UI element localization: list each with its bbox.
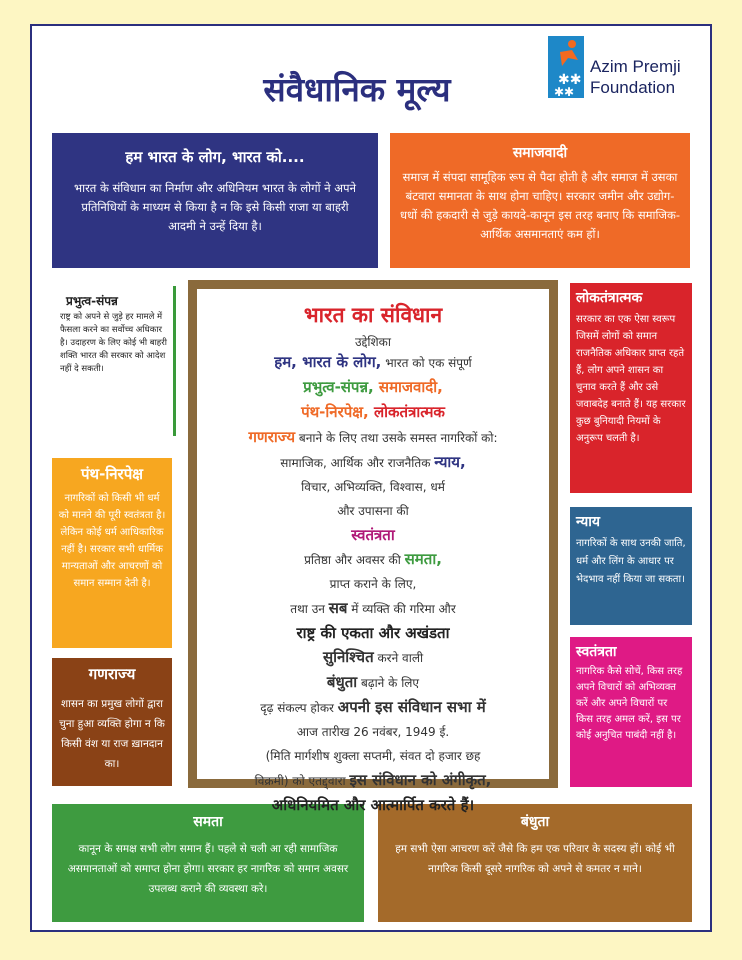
preamble-line: प्राप्त कराने के लिए, [329,577,417,591]
sovereign-heading: प्रभुत्व-संपन्न [66,294,118,308]
preamble-text: विक्रमी) को एतद्द्वारा [254,774,350,788]
preamble-line [197,400,549,425]
phrase-all: सब [328,599,348,617]
secular-text: नागरिकों को किसी भी धर्म को मानने की पूरी स्वतंत्रता है। लेकिन कोई धर्म आधिकारिक नहीं है। सरकार सभी धार्मिक मान्यताओं और आचरणों को समान सम्मान देती है। [58,493,166,589]
republic-text: शासन का प्रमुख लोगों द्वारा चुना हुआ व्यक्ति होगा न कि किसी वंश या राज ख़ानदान का। [59,698,165,770]
justice-box [570,507,692,625]
preamble-text: करने वाली [373,651,424,665]
preamble-line [197,547,549,572]
phrase-secular: पंथ-निरपेक्ष, [301,403,369,421]
preamble-line [197,645,549,670]
svg-text:✱✱: ✱✱ [554,85,575,98]
svg-text:✱✱: ✱✱ [558,72,582,88]
justice-text: नागरिकों के साथ उनकी जाति, धर्म और लिंग के आधार पर भेदभाव नहीं किया जा सकता। [576,538,686,585]
phrase-sovereign: प्रभुत्व-संपन्न, [303,378,374,396]
republic-box [52,658,172,786]
preamble-text: में व्यक्ति की गरिमा और [347,602,456,616]
phrase-enact: अधिनियमित और आत्मार्पित करते हैं। [271,796,475,814]
preamble-text: तथा उन [290,602,329,616]
we-the-people-text: भारत के संविधान का निर्माण और अधिनियम भारत के लोगों ने अपने प्रतिनिधियों के माध्यम से किया है न कि इसे किसी राजा या बाहरी आदमी ने उन्हें दिया है। [74,181,356,233]
preamble-text: प्रतिष्ठा और अवसर की [304,553,405,567]
logo-line-2: Foundation [590,78,676,97]
preamble-text: भारत को एक संपूर्ण [381,356,472,370]
preamble-text: सामाजिक, आर्थिक और राजनैतिक [280,456,435,470]
phrase-liberty: स्वतंत्रता [351,526,395,544]
foundation-logo-text [590,56,681,98]
liberty-text: नागरिक कैसे सोचें, किस तरह अपने विचारों को अभिव्यक्त करें और अपने विचारों पर किस तरह अमल करें, इस पर कोई अनुचित पाबंदी नहीं है। [576,666,683,741]
preamble-line [197,670,549,695]
preamble-line [197,695,549,720]
democratic-heading: लोकतंत्रात्मक [576,290,643,306]
sovereign-text: राष्ट्र को अपने से जुड़े हर मामले में फैसला करने का सर्वोच्च अधिकार है। उदाहरण के लिए कोई भी बाहरी शक्ति भारत की सरकार को आदेश नहीं दे सकती। [60,312,167,374]
phrase-fraternity: बंधुता [326,673,358,691]
phrase-we-the-people: हम, भारत के लोग, [274,353,382,371]
preamble-line [197,768,549,793]
socialist-text: समाज में संपदा सामूहिक रूप से पैदा होती है और समाज में उसका बंटवारा समानता के साथ होना चाहिए। सरकार जमीन और उद्योग-धधों की हकदारी से जुड़े कायदे-कानून इस तरह बनाए कि समाजिक-आर्थिक असमानताएं कम हों। [400,170,680,241]
phrase-unity-integrity: राष्ट्र की एकता और अखंडता [296,624,450,642]
republic-heading: गणराज्य [88,665,136,683]
secular-box [52,458,172,648]
socialist-box [390,133,690,268]
preamble-line: और उपासना की [337,504,409,518]
preamble-line [197,425,549,450]
sovereign-box [52,286,176,436]
logo-line-1: Azim Premji [590,57,681,76]
phrase-justice: न्याय, [434,453,466,471]
preamble-frame [188,280,558,814]
phrase-socialist: समाजवादी, [373,378,443,396]
preamble-panel [197,289,549,814]
phrase-adopt: इस संविधान को अंगीकृत, [349,771,492,789]
equality-heading: समता [193,814,223,830]
equality-box [52,804,364,922]
preamble-text: बढ़ाने के लिए [357,676,420,690]
preamble-text: बनाने के लिए तथा उसके समस्त नागरिकों को: [295,431,498,445]
preamble-date: आज तारीख 26 नवंबर, 1949 ई. [296,725,450,739]
socialist-heading: समाजवादी [512,145,568,161]
phrase-democratic: लोकतंत्रात्मक [368,403,445,421]
liberty-box [570,637,692,787]
preamble-line [197,596,549,621]
we-the-people-box [52,133,378,268]
preamble-line: (मिति मार्गशीष शुक्ला सप्तमी, संवत दो हजार छह [265,749,481,763]
phrase-equality: समता, [404,550,442,568]
justice-heading: न्याय [576,514,600,530]
preamble-title: भारत का संविधान [303,303,443,327]
liberty-heading: स्वतंत्रता [576,644,617,660]
phrase-republic: गणराज्य [248,428,296,446]
democratic-text: सरकार का एक ऐसा स्वरूप जिसमें लोगों को समान राजनैतिक अधिकार प्राप्त रहते हैं, लोग अपने शासन का चुनाव करते हैं और उसे जवाबदेह बनाते हैं। यह सरकार कुछ बुनियादी नियमों के अनुरूप चलती है। [576,314,686,444]
preamble-subtitle: उद्देशिका [355,335,391,349]
preamble-text: दृढ़ संकल्प होकर [260,701,338,715]
fraternity-box [378,804,692,922]
democratic-box [570,283,692,493]
preamble-line [197,450,549,475]
fraternity-text: हम सभी ऐसा आचरण करें जैसे कि हम एक परिवार के सदस्य हों। कोई भी नागरिक किसी दूसरे नागरिक को अपने से कमतर न माने। [395,843,675,875]
secular-heading: पंथ-निरपेक्ष [81,465,143,483]
foundation-logo-icon [548,36,584,98]
phrase-assembly: अपनी इस संविधान सभा में [337,698,486,716]
preamble-line: विचार, अभिव्यक्ति, विश्वास, धर्म [301,480,445,494]
phrase-ensure: सुनिश्चित [322,648,374,666]
we-the-people-heading: हम भारत के लोग, भारत को.... [125,148,305,166]
preamble-line [197,375,549,400]
page-title: संवैधानिक मूल्य [263,70,451,109]
preamble-line [197,350,549,375]
fraternity-heading: बंधुता [520,814,550,830]
equality-text: कानून के समक्ष सभी लोग समान हैं। पहले से चली आ रही सामाजिक असमानताओं को समाप्त होना होगा। सरकार हर नागरिक को समान अवसर उपलब्ध कराने की व्यवस्था करे। [67,843,349,895]
